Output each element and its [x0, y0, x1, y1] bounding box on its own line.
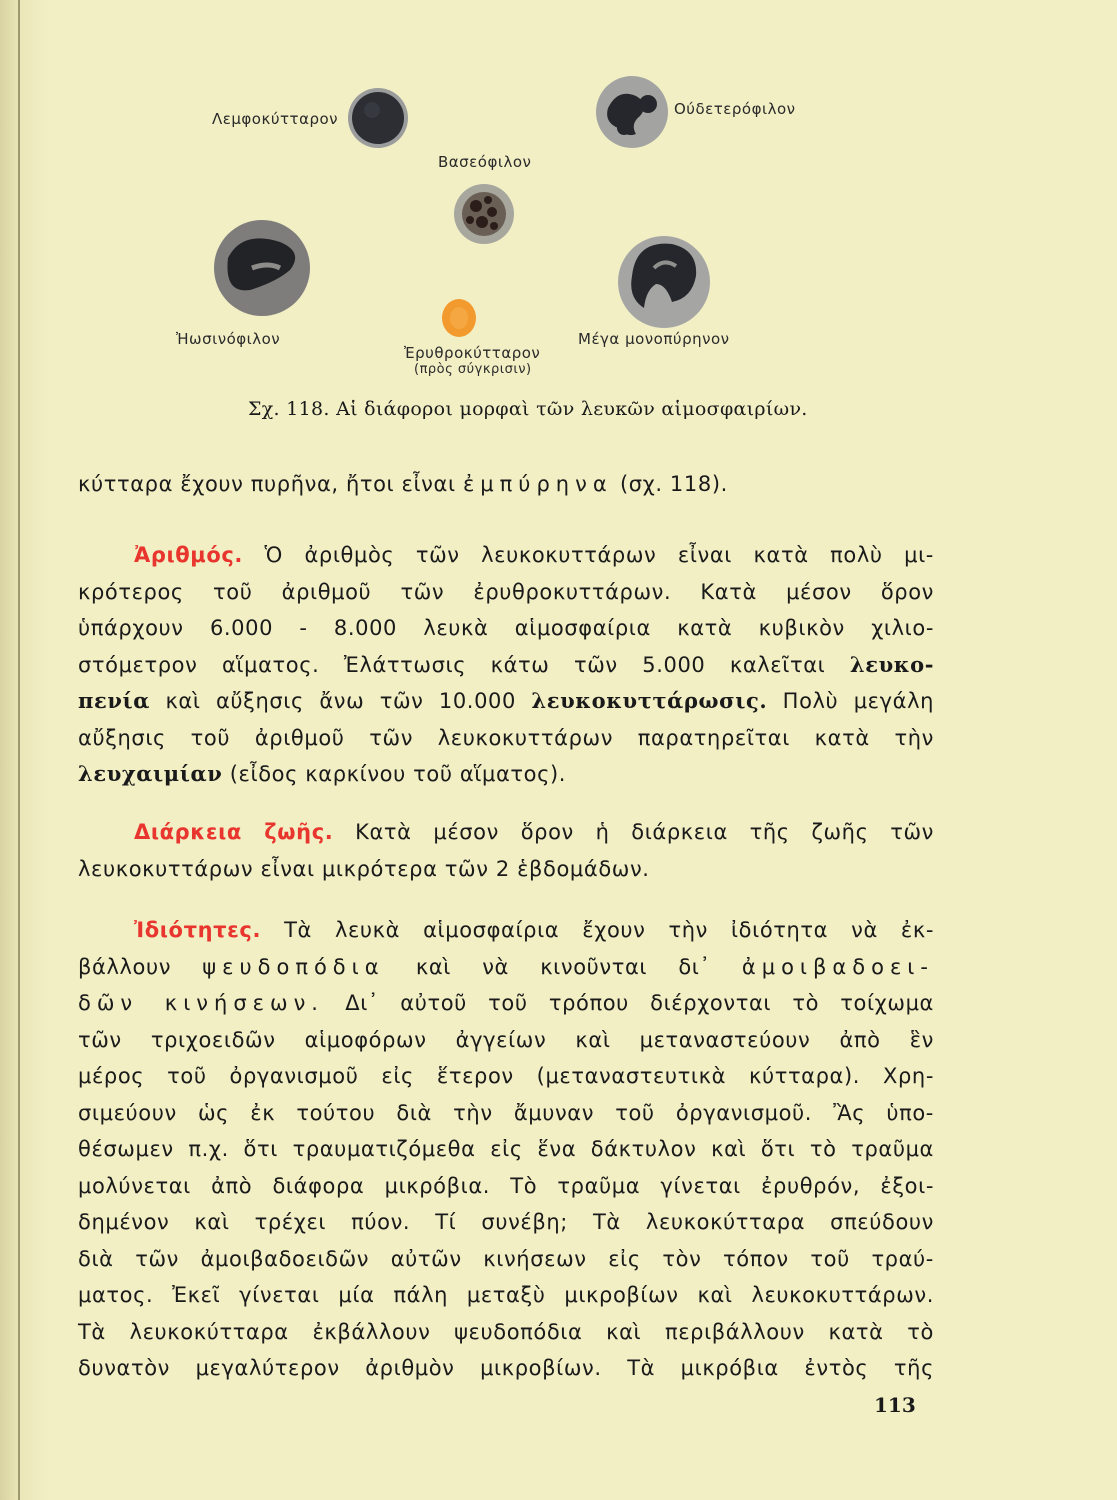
text-line: λευκοκυττάρων εἶναι μικρότερα τῶν 2 ἑβδομάδων. [78, 856, 650, 881]
properties-paragraph [78, 912, 934, 1387]
label-erythrocyte-note: (πρὸς σύγκρισιν) [414, 362, 532, 377]
figure-caption: Σχ. 118. Αἱ διάφοροι μορφαὶ τῶν λευκῶν αἱμοσφαιρίων. [248, 398, 808, 420]
label-basophil: Βασεόφιλον [438, 153, 532, 171]
label-monocyte: Μέγα μονοπύρηνον [578, 330, 730, 348]
section-heading-life: Διάρκεια ζωῆς. [134, 820, 334, 844]
text-line: μέρος τοῦ ὀργανισμοῦ εἰς ἕτερον (μεταναστευτικὰ κύτταρα). Χρη- [78, 1064, 934, 1088]
text-line: ματος. Ἐκεῖ γίνεται μία πάλη μεταξὺ μικροβίων καὶ λευκοκυττάρων. [78, 1283, 934, 1307]
text-line: λευχαιμίαν (εἶδος καρκίνου τοῦ αἵματος). [78, 761, 567, 786]
neutrophil-cell [596, 76, 668, 148]
blood-cells-figure [0, 0, 1117, 440]
text-line: μολύνεται ἀπὸ διάφορα μικρόβια. Τὸ τραῦμα γίνεται ἐρυθρόν, ἐξοι- [78, 1173, 934, 1198]
intro-paragraph [78, 466, 934, 503]
text-line: Ἰδιότητες. Τὰ λευκὰ αἱμοσφαίρια ἔχουν τὴν ἰδιότητα νὰ ἐκ- [134, 918, 934, 942]
section-heading-number: Ἀριθμός. [134, 543, 244, 567]
text-line: δυνατὸν μεγαλύτερον ἀριθμὸν μικροβίων. Τὰ μικρόβια ἐντὸς τῆς [78, 1356, 934, 1380]
text-line: τῶν τριχοειδῶν αἱμοφόρων ἀγγείων καὶ μεταναστεύουν ἀπὸ ἓν [78, 1027, 934, 1052]
text-line: δημένον καὶ τρέχει πύον. Τί συνέβη; Τὰ λευκοκύτταρα σπεύδουν [78, 1210, 934, 1234]
text-line: διὰ τῶν ἀμοιβαδοειδῶν αὐτῶν κινήσεων εἰς τὸν τόπον τοῦ τραύ- [78, 1246, 934, 1271]
eosinophil-cell [214, 220, 310, 316]
life-paragraph [78, 814, 934, 887]
text-line: δῶν κινήσεων. Δι᾽ αὐτοῦ τοῦ τρόπου διέρχονται τὸ τοίχωμα [78, 991, 934, 1015]
spaced-word: ἐμπύρηνα [462, 472, 613, 496]
erythrocyte-cell [442, 299, 476, 337]
text-line: αὔξησις τοῦ ἀριθμοῦ τῶν λευκοκυττάρων παρατηρεῖται κατὰ τὴν [78, 725, 934, 750]
text-line: βάλλουν ψευδοπόδια καὶ νὰ κινοῦνται δι᾽ ἀμοιβαδοει- [78, 954, 934, 979]
text-line: Διάρκεια ζωῆς. Κατὰ μέσον ὅρον ἡ διάρκεια τῆς ζωῆς τῶν [134, 820, 935, 844]
page-number: 113 [874, 1393, 916, 1417]
text-line: ὑπάρχουν 6.000 - 8.000 λευκὰ αἱμοσφαίρια κατὰ κυβικὸν χιλιο- [78, 616, 934, 640]
text-line: Ἀριθμός. Ὁ ἀριθμὸς τῶν λευκοκυττάρων εἶναι κατὰ πολὺ μι- [134, 543, 934, 567]
text-line: Τὰ λευκοκύτταρα ἐκβάλλουν ψευδοπόδια καὶ περιβάλλουν κατὰ τὸ [78, 1319, 934, 1344]
lymphocyte-cell [348, 88, 408, 148]
text-line: θέσωμεν π.χ. ὅτι τραυματιζόμεθα εἰς ἕνα δάκτυλον καὶ ὅτι τὸ τραῦμα [78, 1137, 934, 1161]
text-line: πενία καὶ αὔξησις ἄνω τῶν 10.000 λευκοκυττάρωσις. Πολὺ μεγάλη [78, 688, 935, 713]
label-lymphocyte: Λεμφοκύτταρον [212, 110, 339, 128]
label-eosinophil: Ἠωσινόφιλον [176, 330, 281, 348]
label-neutrophil: Ούδετερόφιλον [674, 100, 796, 118]
label-erythrocyte: Ἐρυθροκύτταρον [404, 344, 541, 362]
text-line: στόμετρον αἵματος. Ἐλάττωσις κάτω τῶν 5.000 καλεῖται λευκο- [78, 651, 935, 677]
cells-illustration [0, 0, 1117, 440]
text-line: σιμεύουν ὡς ἐκ τούτου διὰ τὴν ἄμυναν τοῦ ὀργανισμοῦ. Ἂς ὑπο- [78, 1100, 934, 1125]
text-line: κύτταρα ἔχουν πυρῆνα, ἤτοι εἶναι ἐμπύρηνα (σχ. 118). [78, 472, 728, 496]
section-heading-properties: Ἰδιότητες. [134, 918, 262, 942]
number-paragraph [78, 537, 934, 793]
monocyte-cell [618, 236, 710, 328]
basophil-cell [454, 184, 514, 244]
text-line: κρότερος τοῦ ἀριθμοῦ τῶν ἐρυθροκυττάρων. Κατὰ μέσον ὅρον [78, 579, 934, 604]
